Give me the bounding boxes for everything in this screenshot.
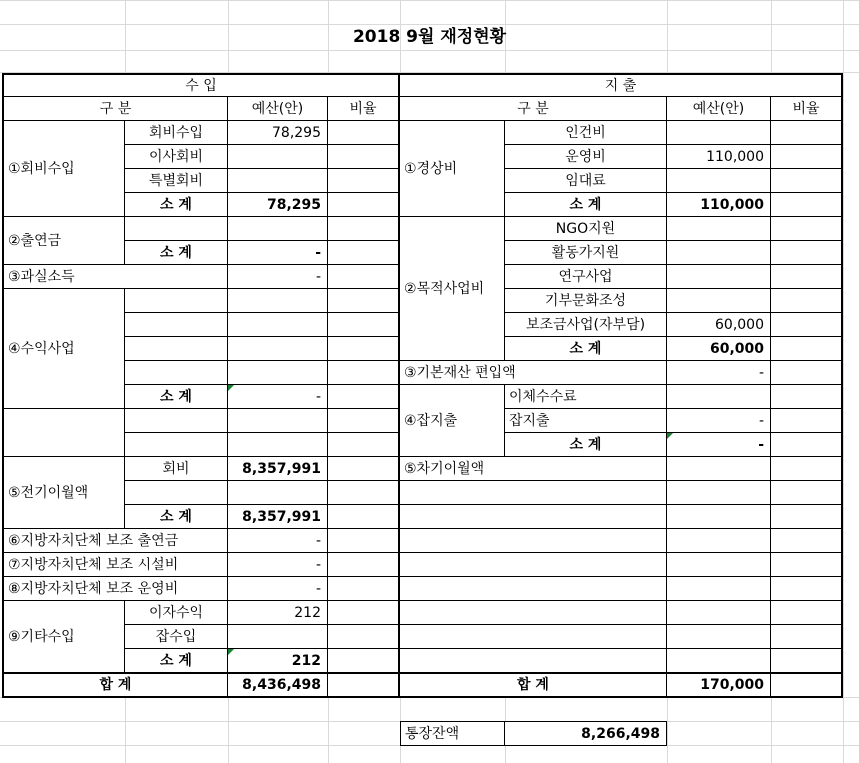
income-item-name[interactable]: 회비수입 (125, 121, 228, 145)
income-total-label[interactable]: 합 계 (2, 673, 228, 698)
expense-item-value[interactable] (667, 241, 771, 265)
income-item-name[interactable] (125, 481, 228, 505)
expense-item-value[interactable]: - (667, 409, 771, 433)
expense-total-value[interactable]: 170,000 (667, 673, 771, 698)
expense-col-category[interactable]: 구 분 (400, 97, 667, 121)
income-item-name[interactable] (125, 337, 228, 361)
income-item-name[interactable] (125, 217, 228, 241)
expense-item-ratio[interactable] (771, 289, 843, 313)
income-item-value[interactable] (228, 313, 328, 337)
expense-col-budget[interactable]: 예산(안) (667, 97, 771, 121)
income-item-ratio[interactable] (328, 433, 400, 457)
expense-empty-cell[interactable] (771, 649, 843, 673)
expense-item-ratio[interactable] (771, 169, 843, 193)
income-subtotal-value[interactable]: - (228, 241, 328, 265)
income-item-name[interactable] (125, 289, 228, 313)
expense-subtotal-value[interactable]: - (667, 433, 771, 457)
expense-item-value[interactable] (667, 265, 771, 289)
income-item-ratio[interactable] (328, 145, 400, 169)
income-item-value[interactable] (228, 217, 328, 241)
expense-subtotal-label[interactable]: 소 계 (505, 433, 667, 457)
income-contributions-label[interactable]: ②출연금 (2, 217, 125, 265)
expense-empty-cell[interactable] (771, 577, 843, 601)
expense-item-ratio[interactable] (771, 409, 843, 433)
income-item-name[interactable] (125, 433, 228, 457)
expense-item-value[interactable] (667, 121, 771, 145)
income-other-label[interactable]: ⑨기타수입 (2, 601, 125, 673)
income-subtotal-value[interactable]: 212 (228, 649, 328, 673)
income-item-name[interactable] (125, 313, 228, 337)
expense-empty-cell[interactable] (400, 553, 667, 577)
income-item-ratio[interactable] (328, 577, 400, 601)
expense-subtotal-ratio[interactable] (771, 433, 843, 457)
balance-value[interactable]: 8,266,498 (505, 721, 667, 746)
expense-empty-cell[interactable] (771, 625, 843, 649)
income-item-name[interactable]: 이사회비 (125, 145, 228, 169)
income-item-ratio[interactable] (328, 457, 400, 481)
expense-item-ratio[interactable] (771, 457, 843, 481)
expense-item-ratio[interactable] (771, 217, 843, 241)
income-item-value[interactable] (228, 481, 328, 505)
income-item-ratio[interactable] (328, 529, 400, 553)
expense-item-name[interactable]: 연구사업 (505, 265, 667, 289)
income-item-ratio[interactable] (328, 313, 400, 337)
income-item-ratio[interactable] (328, 481, 400, 505)
income-local-contrib-label[interactable]: ⑥지방자치단체 보조 출연금 (2, 529, 228, 553)
expense-empty-cell[interactable] (400, 649, 667, 673)
income-col-category[interactable]: 구 분 (2, 97, 228, 121)
page-title: 2018 9월 재정현황 (352, 27, 507, 47)
expense-total-ratio[interactable] (771, 673, 843, 698)
income-subtotal-label[interactable]: 소 계 (125, 241, 228, 265)
expense-subtotal-value[interactable]: 60,000 (667, 337, 771, 361)
expense-item-value[interactable] (667, 169, 771, 193)
expense-item-ratio[interactable] (771, 385, 843, 409)
expense-item-name[interactable]: 잡지출 (505, 409, 667, 433)
income-subtotal-value[interactable]: - (228, 385, 328, 409)
expense-item-ratio[interactable] (771, 145, 843, 169)
expense-subtotal-ratio[interactable] (771, 337, 843, 361)
expense-empty-cell[interactable] (667, 505, 771, 529)
income-subtotal-label[interactable]: 소 계 (125, 193, 228, 217)
income-item-name[interactable]: 특별회비 (125, 169, 228, 193)
income-item-ratio[interactable] (328, 169, 400, 193)
income-item-ratio[interactable] (328, 625, 400, 649)
income-item-value[interactable] (228, 289, 328, 313)
expense-item-value[interactable] (667, 289, 771, 313)
income-local-facility-value[interactable]: - (228, 553, 328, 577)
expense-total-label[interactable]: 합 계 (400, 673, 667, 698)
income-item-value[interactable] (228, 337, 328, 361)
expense-item-name[interactable]: NGO지원 (505, 217, 667, 241)
income-item-ratio[interactable] (328, 361, 400, 385)
expense-item-name[interactable]: 활동가지원 (505, 241, 667, 265)
income-item-value[interactable] (228, 169, 328, 193)
expense-empty-cell[interactable] (667, 529, 771, 553)
income-header[interactable]: 수 입 (2, 73, 400, 97)
expense-item-name[interactable]: 기부문화조성 (505, 289, 667, 313)
expense-header[interactable]: 지 출 (400, 73, 843, 97)
expense-empty-cell[interactable] (771, 553, 843, 577)
expense-empty-cell[interactable] (667, 625, 771, 649)
income-item-value[interactable] (228, 361, 328, 385)
expense-empty-cell[interactable] (771, 481, 843, 505)
expense-item-name[interactable]: 이체수수료 (505, 385, 667, 409)
income-item-value[interactable] (228, 145, 328, 169)
expense-item-ratio[interactable] (771, 313, 843, 337)
expense-item-value[interactable]: 110,000 (667, 145, 771, 169)
expense-empty-cell[interactable] (771, 601, 843, 625)
income-fruit-label[interactable]: ③과실소득 (2, 265, 228, 289)
expense-empty-cell[interactable] (400, 505, 667, 529)
expense-misc-label[interactable]: ④잡지출 (400, 385, 505, 457)
expense-empty-cell[interactable] (667, 577, 771, 601)
expense-empty-cell[interactable] (667, 601, 771, 625)
income-item-ratio[interactable] (328, 601, 400, 625)
income-carryover-label[interactable]: ⑤전기이월액 (2, 457, 125, 529)
income-item-ratio[interactable] (328, 337, 400, 361)
expense-empty-cell[interactable] (667, 649, 771, 673)
income-local-operating-value[interactable]: - (228, 577, 328, 601)
expense-empty-cell[interactable] (667, 553, 771, 577)
expense-item-ratio[interactable] (771, 265, 843, 289)
expense-subtotal-label[interactable]: 소 계 (505, 337, 667, 361)
expense-item-name[interactable]: 인건비 (505, 121, 667, 145)
expense-item-value[interactable] (667, 217, 771, 241)
income-col-ratio[interactable]: 비율 (328, 97, 400, 121)
income-subtotal-label[interactable]: 소 계 (125, 505, 228, 529)
income-subtotal-value[interactable]: 78,295 (228, 193, 328, 217)
income-local-contrib-value[interactable]: - (228, 529, 328, 553)
expense-empty-cell[interactable] (400, 481, 667, 505)
income-item-name[interactable]: 회비 (125, 457, 228, 481)
income-item-name[interactable] (125, 361, 228, 385)
income-item-ratio[interactable] (328, 289, 400, 313)
income-subtotal-value[interactable]: 8,357,991 (228, 505, 328, 529)
expense-empty-cell[interactable] (771, 529, 843, 553)
income-blank-label[interactable] (2, 409, 125, 457)
expense-next-carryover-value[interactable] (667, 457, 771, 481)
expense-subtotal-value[interactable]: 110,000 (667, 193, 771, 217)
expense-next-carryover-label[interactable]: ⑤차기이월액 (400, 457, 667, 481)
expense-col-ratio[interactable]: 비율 (771, 97, 843, 121)
income-subtotal-ratio[interactable] (328, 385, 400, 409)
income-subtotal-ratio[interactable] (328, 241, 400, 265)
income-subtotal-ratio[interactable] (328, 505, 400, 529)
income-subtotal-ratio[interactable] (328, 649, 400, 673)
income-local-operating-label[interactable]: ⑧지방자치단체 보조 운영비 (2, 577, 228, 601)
income-business-label[interactable]: ④수익사업 (2, 289, 125, 409)
expense-subtotal-ratio[interactable] (771, 193, 843, 217)
expense-item-ratio[interactable] (771, 241, 843, 265)
expense-item-value[interactable] (667, 385, 771, 409)
expense-subtotal-label[interactable]: 소 계 (505, 193, 667, 217)
income-fruit-value[interactable]: - (228, 265, 328, 289)
expense-operating-label[interactable]: ①경상비 (400, 121, 505, 217)
income-subtotal-label[interactable]: 소 계 (125, 385, 228, 409)
income-total-ratio[interactable] (328, 673, 400, 698)
expense-item-ratio[interactable] (771, 361, 843, 385)
expense-empty-cell[interactable] (400, 625, 667, 649)
income-item-ratio[interactable] (328, 409, 400, 433)
income-fruit-ratio[interactable] (328, 265, 400, 289)
income-item-value[interactable]: 212 (228, 601, 328, 625)
income-item-value[interactable] (228, 409, 328, 433)
income-item-name[interactable] (125, 409, 228, 433)
income-item-value[interactable] (228, 625, 328, 649)
income-total-value[interactable]: 8,436,498 (228, 673, 328, 698)
expense-item-ratio[interactable] (771, 121, 843, 145)
expense-item-value[interactable]: 60,000 (667, 313, 771, 337)
income-item-value[interactable]: 8,357,991 (228, 457, 328, 481)
expense-empty-cell[interactable] (400, 601, 667, 625)
expense-endowment-value[interactable]: - (667, 361, 771, 385)
expense-empty-cell[interactable] (400, 577, 667, 601)
income-item-name[interactable]: 이자수익 (125, 601, 228, 625)
income-item-value[interactable] (228, 433, 328, 457)
income-item-name[interactable]: 잡수입 (125, 625, 228, 649)
expense-project-label[interactable]: ②목적사업비 (400, 217, 505, 361)
expense-empty-cell[interactable] (400, 529, 667, 553)
balance-label[interactable]: 통장잔액 (400, 721, 505, 746)
income-item-value[interactable]: 78,295 (228, 121, 328, 145)
expense-empty-cell[interactable] (771, 505, 843, 529)
income-subtotal-ratio[interactable] (328, 193, 400, 217)
income-subtotal-label[interactable]: 소 계 (125, 649, 228, 673)
expense-item-name[interactable]: 운영비 (505, 145, 667, 169)
income-membership-label[interactable]: ①회비수입 (2, 121, 125, 217)
income-item-ratio[interactable] (328, 121, 400, 145)
income-col-budget[interactable]: 예산(안) (228, 97, 328, 121)
expense-empty-cell[interactable] (667, 481, 771, 505)
income-item-ratio[interactable] (328, 217, 400, 241)
expense-item-name[interactable]: 보조금사업(자부담) (505, 313, 667, 337)
income-local-facility-label[interactable]: ⑦지방자치단체 보조 시설비 (2, 553, 228, 577)
income-item-ratio[interactable] (328, 553, 400, 577)
expense-endowment-label[interactable]: ③기본재산 편입액 (400, 361, 667, 385)
expense-item-name[interactable]: 임대료 (505, 169, 667, 193)
